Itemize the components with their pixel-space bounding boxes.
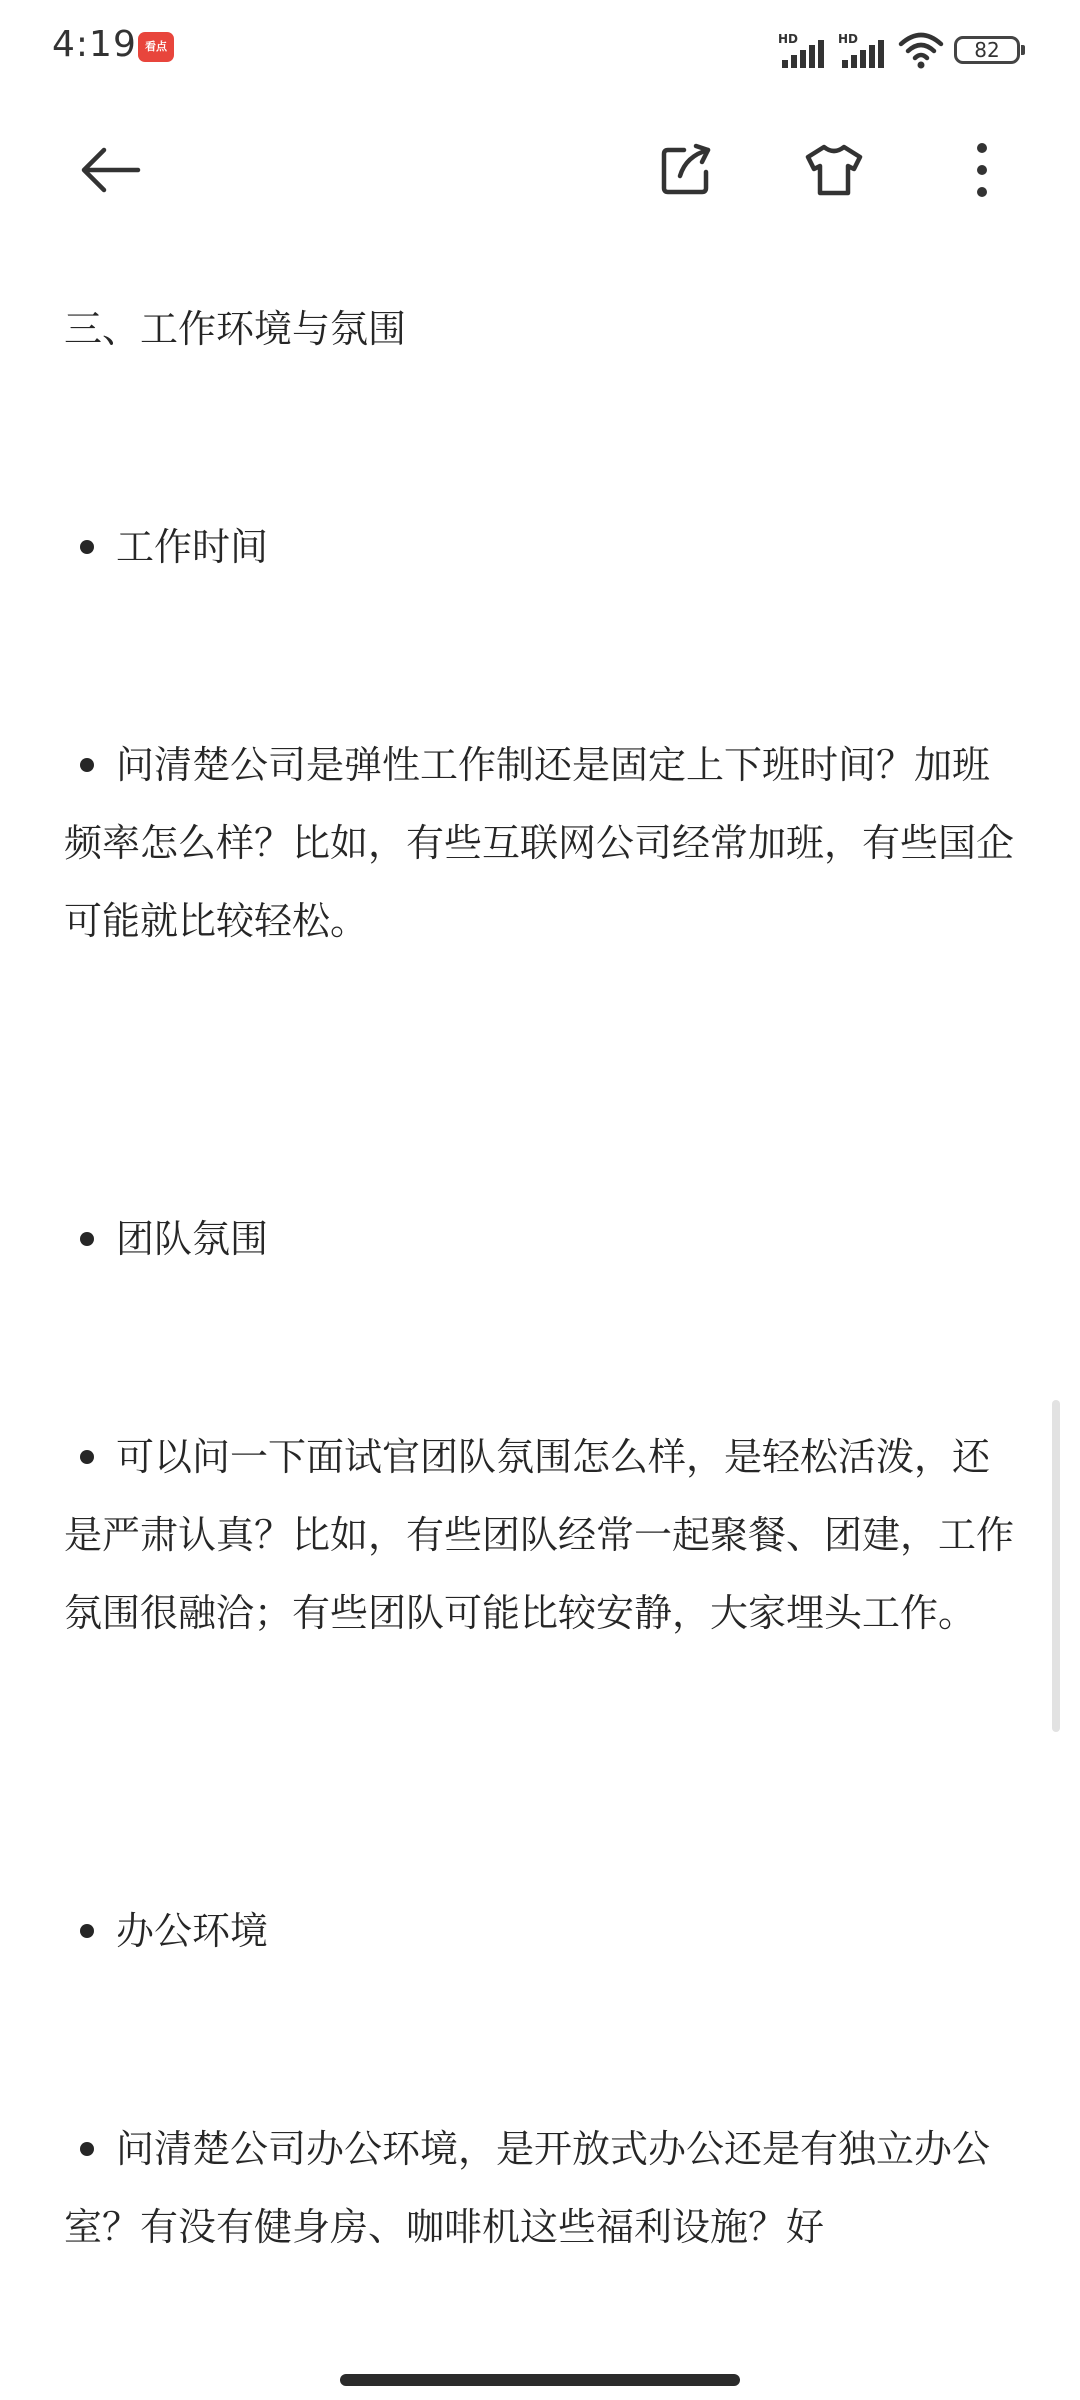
article-content bbox=[64, 290, 1014, 2266]
theme-button[interactable] bbox=[796, 132, 872, 208]
share-button[interactable] bbox=[648, 132, 724, 208]
status-indicators bbox=[778, 28, 1020, 72]
status-bar bbox=[0, 0, 1080, 100]
scrollbar[interactable] bbox=[1052, 1400, 1060, 1732]
status-time: 4:19 bbox=[52, 24, 137, 65]
bullet-dot-icon bbox=[80, 2142, 94, 2156]
more-vertical-icon bbox=[974, 142, 990, 198]
arrow-left-icon bbox=[78, 146, 142, 194]
bullet-dot-icon bbox=[80, 1924, 94, 1938]
bullet-dot-icon bbox=[80, 540, 94, 554]
section-heading: 三、工作环境与氛围 bbox=[64, 307, 407, 351]
signal-hd-label: HD bbox=[838, 32, 859, 46]
battery-icon: 82 bbox=[954, 36, 1020, 64]
bullet-item-title: 工作时间 bbox=[64, 508, 1014, 586]
signal-hd-label: HD bbox=[778, 32, 799, 46]
bullet-item-title: 办公环境 bbox=[64, 1892, 1014, 1970]
home-indicator[interactable] bbox=[340, 2374, 740, 2386]
back-button[interactable] bbox=[72, 132, 148, 208]
bullet-dot-icon bbox=[80, 1232, 94, 1246]
bullet-item-body: 问清楚公司办公环境，是开放式办公还是有独立办公室？有没有健身房、咖啡机这些福利设施？好 bbox=[64, 2127, 991, 2249]
cellular-signal-icon bbox=[838, 30, 888, 70]
bullet-item-body: 问清楚公司是弹性工作制还是固定上下班时间？加班频率怎么样？比如，有些互联网公司经常加班，有些国企可能就比较轻松。 bbox=[64, 743, 1015, 943]
bullet-item-body: 可以问一下面试官团队氛围怎么样，是轻松活泼，还是严肃认真？比如，有些团队经常一起聚餐、团建，工作氛围很融洽；有些团队可能比较安静，大家埋头工作。 bbox=[64, 1435, 1015, 1635]
bullet-item-title: 团队氛围 bbox=[64, 1200, 1014, 1278]
cellular-signal-icon bbox=[778, 30, 828, 70]
more-options-button[interactable] bbox=[944, 132, 1020, 208]
top-toolbar bbox=[0, 110, 1080, 230]
share-external-icon bbox=[658, 142, 714, 198]
wifi-icon bbox=[898, 30, 944, 70]
bullet-dot-icon bbox=[80, 758, 94, 772]
app-notification-icon: 看点 bbox=[138, 32, 174, 62]
tshirt-icon bbox=[804, 143, 864, 197]
bullet-dot-icon bbox=[80, 1450, 94, 1464]
